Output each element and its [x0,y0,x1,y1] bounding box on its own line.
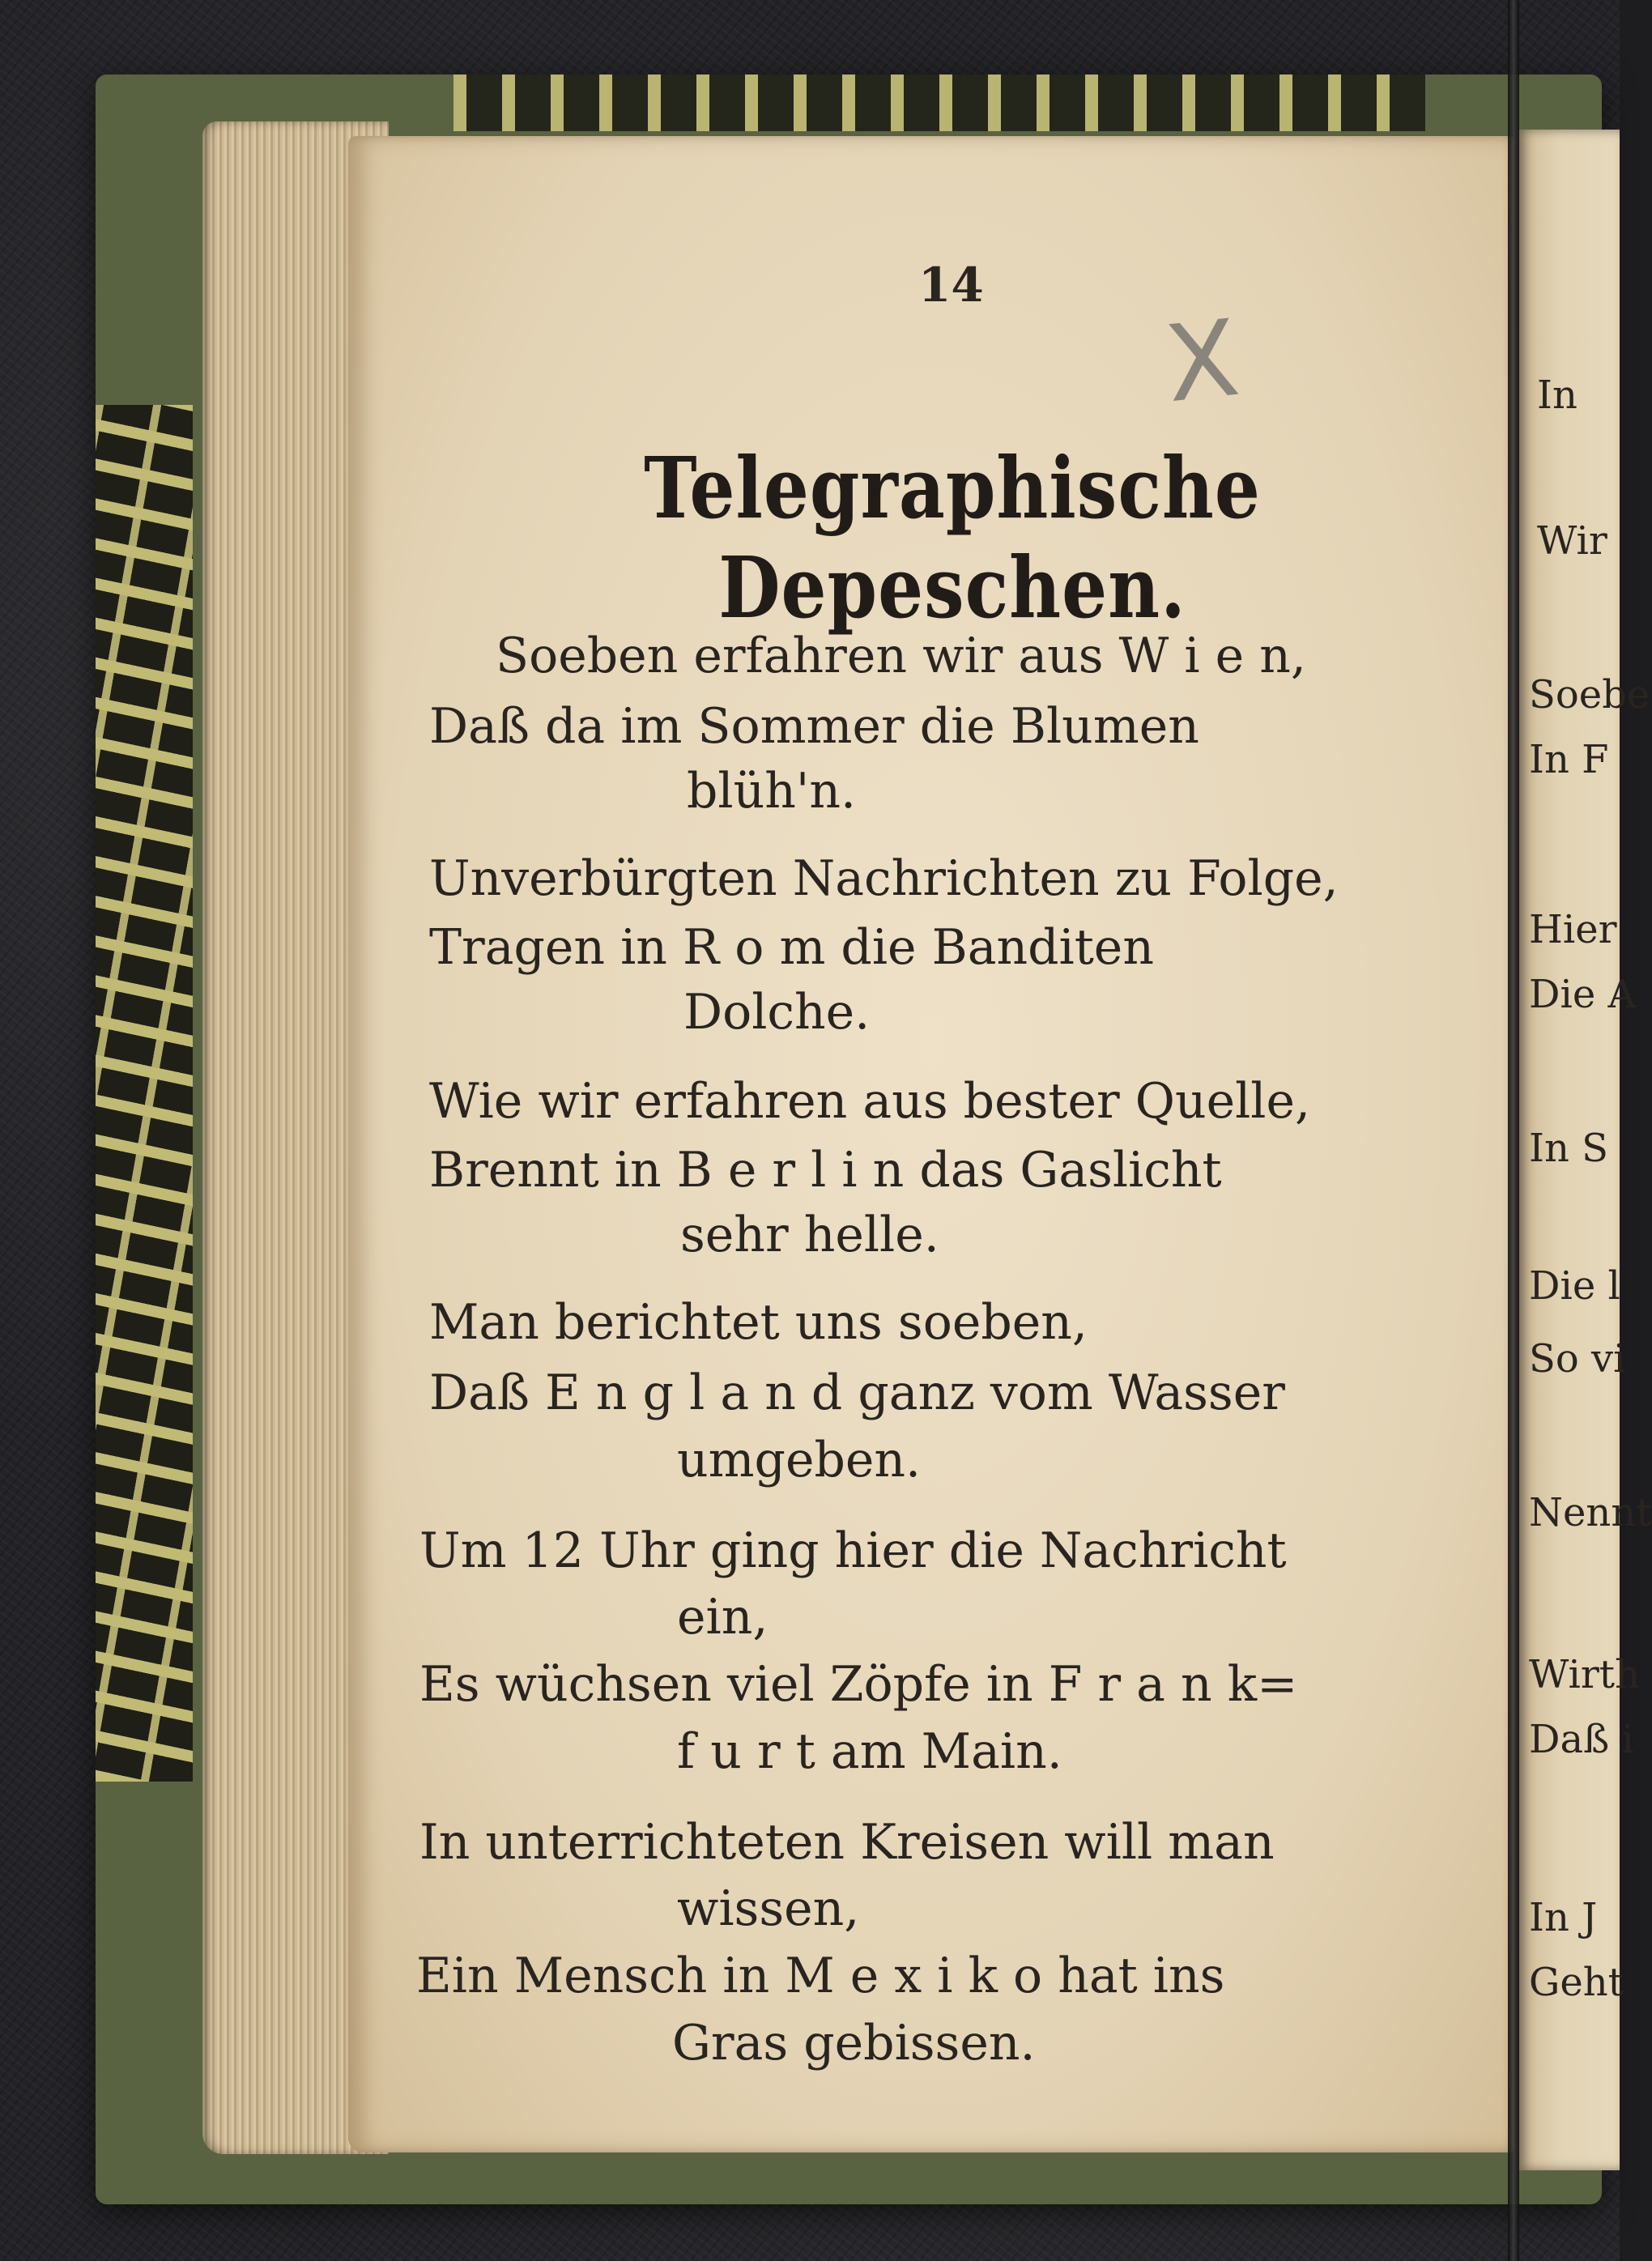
poem-line: Gras gebissen. [672,2015,1036,2072]
poem-line: blüh'n. [687,763,857,820]
poem-line: f u r t am Main. [677,1723,1062,1780]
next-page-fragment: Die A [1529,972,1637,1017]
next-page-fragment: In S [1529,1126,1609,1171]
poem-line: In unterrichteten Kreisen will man [419,1814,1275,1871]
poem-line: umgeben. [677,1432,922,1488]
next-page-text-clip [1521,130,1652,2170]
next-page-fragment: Wir [1537,518,1607,564]
next-page-fragment: Geht [1529,1960,1624,2005]
poem-line: Dolche. [683,984,871,1041]
page-number: 14 [918,258,984,313]
next-page-fragment: So vi [1529,1336,1626,1382]
poem-line: Wie wir erfahren aus bester Quelle, [429,1073,1311,1130]
poem-line: Daß E n g l a n d ganz vom Wasser [429,1365,1285,1421]
poem-line: Tragen in R o m die Banditen [429,919,1154,976]
marbled-endpaper-top [453,75,1425,131]
poem-line: Soeben erfahren wir aus W i e n, [496,628,1306,684]
poem-line: ein, [677,1589,769,1646]
next-page-fragment: Die l [1529,1263,1620,1309]
next-page-fragment: In J [1529,1895,1598,1940]
marbled-endpaper [96,405,193,1782]
poem-line: wissen, [677,1880,860,1937]
scan-glass-edge [1508,0,1519,2261]
poem-line: Daß da im Sommer die Blumen [429,698,1199,755]
next-page-fragment: Wirth [1529,1652,1640,1697]
next-page-fragment: Soebe [1529,672,1650,717]
next-page-fragment: Daß i [1529,1717,1634,1762]
poem-line: sehr helle. [680,1207,939,1263]
next-page-fragment: In F [1529,737,1609,782]
page-title: Telegraphische Depeschen. [644,438,1261,637]
next-page-fragment: Nennt [1529,1490,1652,1535]
poem-line: Unverbürgten Nachrichten zu Folge, [429,850,1339,907]
poem-line: Um 12 Uhr ging hier die Nachricht [419,1522,1287,1579]
next-page-fragment: Hier [1529,907,1617,952]
poem-line: Ein Mensch in M e x i k o hat ins [416,1948,1225,2004]
poem-line: Man berichtet uns soeben, [429,1294,1088,1351]
pencil-mark: X [1160,296,1245,427]
poem-line: Brennt in B e r l i n das Gaslicht [429,1142,1222,1199]
poem-line: Es wüchsen viel Zöpfe in F r a n k= [419,1656,1298,1713]
next-page-fragment: In [1537,373,1577,418]
